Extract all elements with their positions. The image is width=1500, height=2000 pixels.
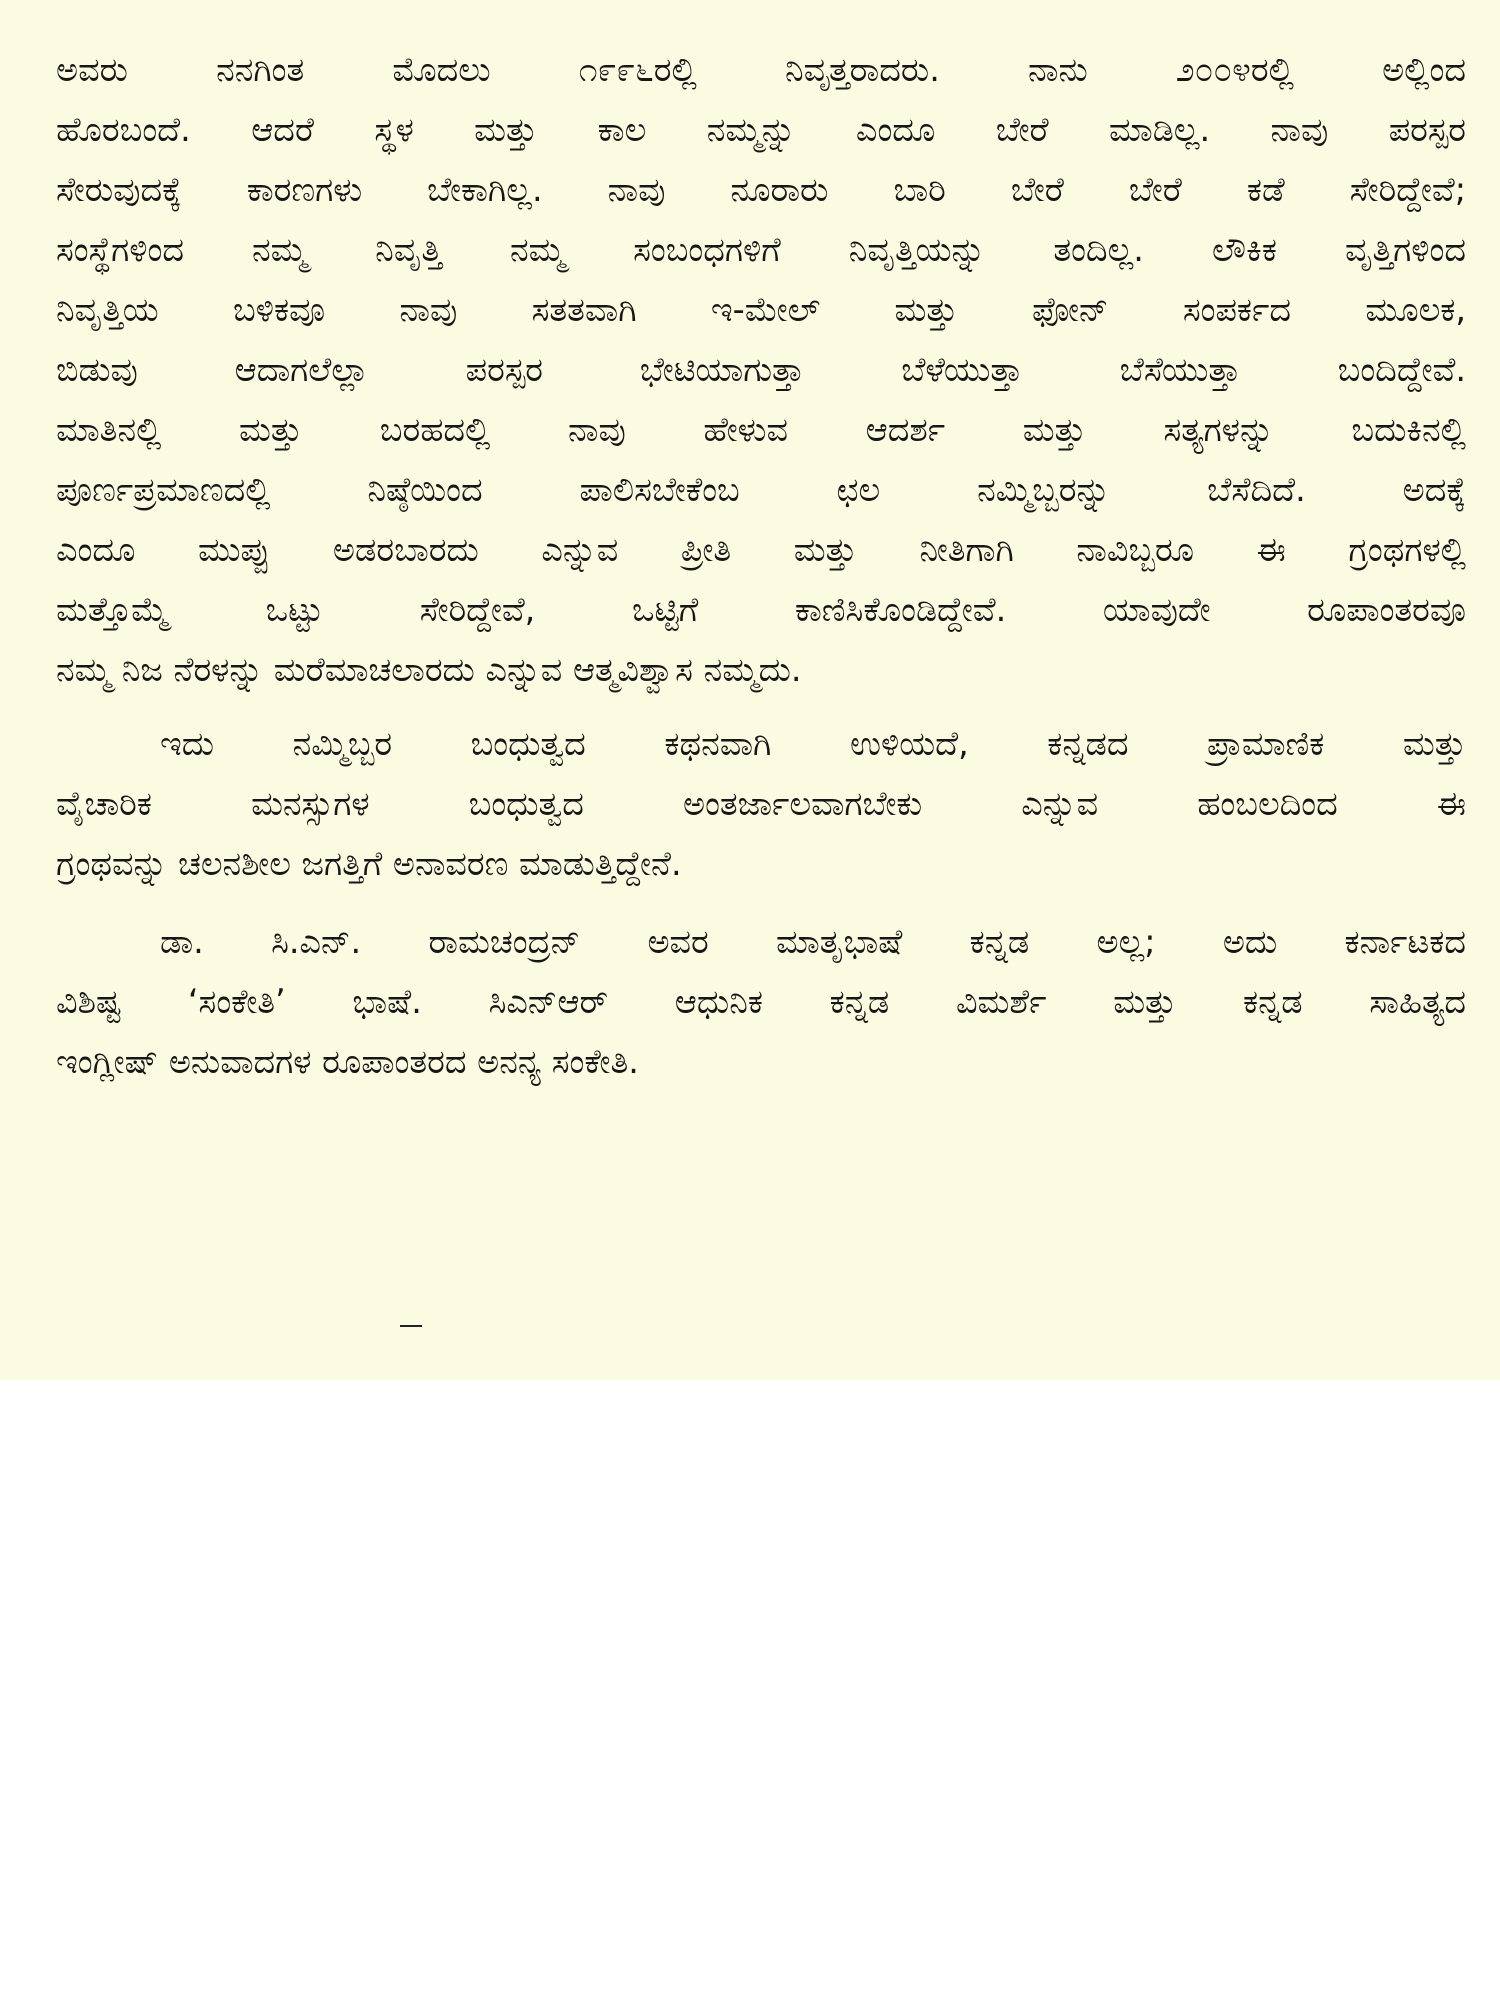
text-line: ಸೇರುವುದಕ್ಕೆ ಕಾರಣಗಳು ಬೇಕಾಗಿಲ್ಲ. ನಾವು ನೂರಾರು ಬಾರಿ ಬೇರೆ ಬೇರೆ ಕಡೆ ಸೇರಿದ್ದೇವೆ; (56, 170, 1466, 209)
text-line: ಇದು ನಮ್ಮಿಬ್ಬರ ಬಂಧುತ್ವದ ಕಥನವಾಗಿ ಉಳಿಯದೆ, ಕನ್ನಡದ ಪ್ರಾಮಾಣಿಕ ಮತ್ತು (160, 724, 1466, 763)
text-line: ಅವರು ನನಗಿಂತ ಮೊದಲು ೧೯೯೬ರಲ್ಲಿ ನಿವೃತ್ತರಾದರು. ನಾನು ೨೦೦೪ರಲ್ಲಿ ಅಲ್ಲಿಂದ (56, 50, 1466, 89)
text-line: ವಿಶಿಷ್ಟ ‘ಸಂಕೇತಿ’ ಭಾಷೆ. ಸಿಎನ್‌ಆರ್ ಆಧುನಿಕ ಕನ್ನಡ ವಿಮರ್ಶೆ ಮತ್ತು ಕನ್ನಡ ಸಾಹಿತ್ಯದ (56, 982, 1466, 1021)
text-line: ಡಾ. ಸಿ.ಎನ್. ರಾಮಚಂದ್ರನ್ ಅವರ ಮಾತೃಭಾಷೆ ಕನ್ನಡ ಅಲ್ಲ; ಅದು ಕರ್ನಾಟಕದ (160, 922, 1466, 961)
paragraph-3 (56, 912, 1466, 1092)
text-line: ಮಾತಿನಲ್ಲಿ ಮತ್ತು ಬರಹದಲ್ಲಿ ನಾವು ಹೇಳುವ ಆದರ್ಶ ಮತ್ತು ಸತ್ಯಗಳನ್ನು ಬದುಕಿನಲ್ಲಿ (56, 410, 1466, 449)
paragraph-1 (56, 40, 1466, 700)
text-line: ಹೊರಬಂದೆ. ಆದರೆ ಸ್ಥಳ ಮತ್ತು ಕಾಲ ನಮ್ಮನ್ನು ಎಂದೂ ಬೇರೆ ಮಾಡಿಲ್ಲ. ನಾವು ಪರಸ್ಪರ (56, 110, 1466, 149)
text-line: ಸಂಸ್ಥೆಗಳಿಂದ ನಮ್ಮ ನಿವೃತ್ತಿ ನಮ್ಮ ಸಂಬಂಧಗಳಿಗೆ ನಿವೃತ್ತಿಯನ್ನು ತಂದಿಲ್ಲ. ಲೌಕಿಕ ವೃತ್ತಿಗಳಿಂದ (56, 230, 1466, 269)
page-end-mark (400, 1325, 422, 1327)
text-line: ಎಂದೂ ಮುಪ್ಪು ಅಡರಬಾರದು ಎನ್ನುವ ಪ್ರೀತಿ ಮತ್ತು ನೀತಿಗಾಗಿ ನಾವಿಬ್ಬರೂ ಈ ಗ್ರಂಥಗಳಲ್ಲಿ (56, 530, 1466, 569)
text-line: ಗ್ರಂಥವನ್ನು ಚಲನಶೀಲ ಜಗತ್ತಿಗೆ ಅನಾವರಣ ಮಾಡುತ್ತಿದ್ದೇನೆ. (56, 844, 682, 883)
paragraph-2 (56, 714, 1466, 894)
text-line: ನಮ್ಮ ನಿಜ ನೆರಳನ್ನು ಮರೆಮಾಚಲಾರದು ಎನ್ನುವ ಆತ್ಮವಿಶ್ವಾಸ ನಮ್ಮದು. (56, 650, 802, 689)
text-line: ಇಂಗ್ಲೀಷ್ ಅನುವಾದಗಳ ರೂಪಾಂತರದ ಅನನ್ಯ ಸಂಕೇತಿ. (56, 1042, 639, 1081)
text-line: ನಿವೃತ್ತಿಯ ಬಳಿಕವೂ ನಾವು ಸತತವಾಗಿ ಇ-ಮೇಲ್ ಮತ್ತು ಫೋನ್ ಸಂಪರ್ಕದ ಮೂಲಕ, (56, 290, 1466, 329)
page-text (56, 40, 1466, 1092)
text-line: ಪೂರ್ಣಪ್ರಮಾಣದಲ್ಲಿ ನಿಷ್ಠೆಯಿಂದ ಪಾಲಿಸಬೇಕೆಂಬ ಛಲ ನಮ್ಮಿಬ್ಬರನ್ನು ಬೆಸೆದಿದೆ. ಅದಕ್ಕೆ (56, 470, 1466, 509)
text-line: ವೈಚಾರಿಕ ಮನಸ್ಸುಗಳ ಬಂಧುತ್ವದ ಅಂತರ್ಜಾಲವಾಗಬೇಕು ಎನ್ನುವ ಹಂಬಲದಿಂದ ಈ (56, 784, 1466, 823)
text-line: ಬಿಡುವು ಆದಾಗಲೆಲ್ಲಾ ಪರಸ್ಪರ ಭೇಟಿಯಾಗುತ್ತಾ ಬೆಳೆಯುತ್ತಾ ಬೆಸೆಯುತ್ತಾ ಬಂದಿದ್ದೇವೆ. (56, 350, 1466, 389)
text-line: ಮತ್ತೊಮ್ಮೆ ಒಟ್ಟು ಸೇರಿದ್ದೇವೆ, ಒಟ್ಟಿಗೆ ಕಾಣಿಸಿಕೊಂಡಿದ್ದೇವೆ. ಯಾವುದೇ ರೂಪಾಂತರವೂ (56, 590, 1466, 629)
